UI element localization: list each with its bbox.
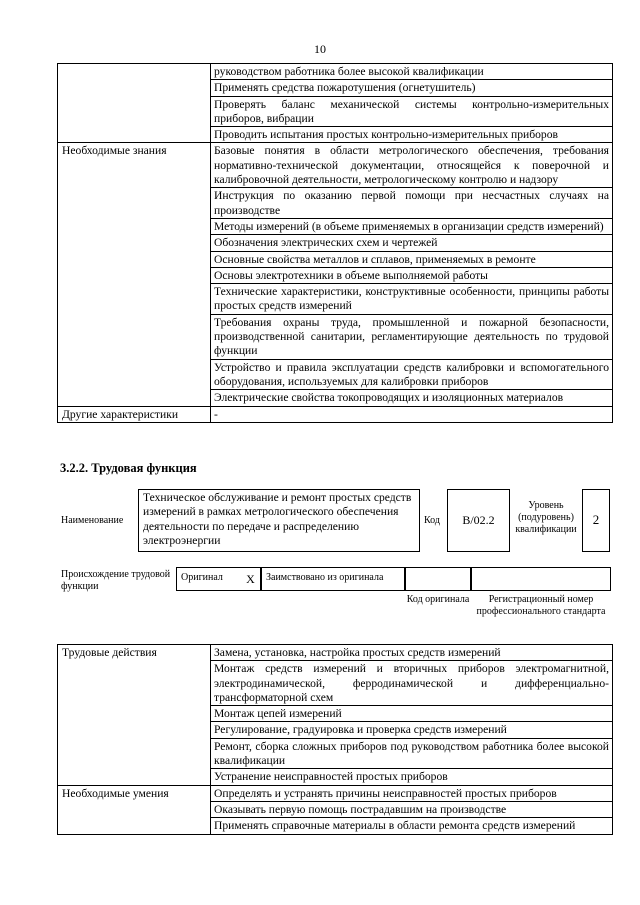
item-text: Инструкция по оказанию первой помощи при несчастных случаях на производстве [211, 188, 613, 219]
item-text: Основы электротехники в объеме выполняемой работы [211, 267, 613, 283]
section-title: 3.2.2. Трудовая функция [60, 461, 197, 475]
labor-actions-table [57, 644, 613, 835]
group-label: Необходимые знания [58, 143, 211, 406]
item-text: - [211, 406, 613, 422]
item-text: Оказывать первую помощь пострадавшим на производстве [211, 801, 613, 817]
requirements-table-top [57, 63, 613, 423]
item-text: Основные свойства металлов и сплавов, применяемых в ремонте [211, 251, 613, 267]
item-text: Применять справочные материалы в области ремонта средств измерений [211, 818, 613, 834]
requirement-row [58, 406, 613, 422]
item-text: руководством работника более высокой квалификации [211, 64, 613, 80]
item-text: Регулирование, градуировка и проверка средств измерений [211, 722, 613, 738]
item-text: Базовые понятия в области метрологического обеспечения, требования нормативно-технической документации, относящейся к поверочной и калибровочной деятельности, метрологическому контролю и надзору [211, 143, 613, 188]
group-label: Необходимые умения [58, 785, 211, 834]
function-code-box: В/02.2 [447, 489, 510, 552]
item-text: Определять и устранять причины неисправностей простых приборов [211, 785, 613, 801]
item-text: Монтаж цепей измерений [211, 706, 613, 722]
item-text: Обозначения электрических схем и чертежей [211, 235, 613, 251]
item-text: Электрические свойства токопроводящих и изоляционных материалов [211, 390, 613, 406]
group-label: Трудовые действия [58, 645, 211, 786]
origin-label: Происхождение трудовой функции [61, 569, 171, 592]
original-mark: X [241, 567, 261, 591]
item-text: Замена, установка, настройка простых средств измерений [211, 645, 613, 661]
page-number: 10 [314, 42, 326, 56]
item-text: Технические характеристики, конструктивные особенности, принципы работы простых средств измерений [211, 284, 613, 315]
group-label [58, 64, 211, 143]
borrowed-cell: Заимствовано из оригинала [261, 567, 405, 591]
item-text: Проводить испытания простых контрольно-измерительных приборов [211, 127, 613, 143]
reg-number-label: Регистрационный номер профессионального стандарта [476, 594, 606, 617]
labor-action-row [58, 785, 613, 801]
item-text: Монтаж средств измерений и вторичных приборов электромагнитной, электродинамической, ферродинамической и дифференциально-трансформаторной схем [211, 661, 613, 706]
origin-code-cell [405, 567, 471, 591]
function-name-box: Техническое обслуживание и ремонт простых средств измерений в рамках метрологического обеспечения деятельности по передаче и распределению электроэнергии [138, 489, 420, 552]
name-label: Наименование [61, 515, 124, 526]
item-text: Требования охраны труда, промышленной и пожарной безопасности, производственной санитарии, регламентирующие деятельность по трудовой функции [211, 314, 613, 359]
requirement-row [58, 64, 613, 80]
level-label: Уровень (подуровень) квалификации [515, 500, 577, 535]
item-text: Устранение неисправностей простых приборов [211, 769, 613, 785]
item-text: Применять средства пожаротушения (огнетушитель) [211, 80, 613, 96]
group-label: Другие характеристики [58, 406, 211, 422]
requirement-row [58, 143, 613, 188]
reg-number-cell [471, 567, 611, 591]
item-text: Методы измерений (в объеме применяемых в организации средств измерений) [211, 218, 613, 234]
origin-code-label: Код оригинала [406, 594, 470, 605]
item-text: Ремонт, сборка сложных приборов под руководством работника более высокой квалификации [211, 738, 613, 769]
qualification-level-box: 2 [582, 489, 610, 552]
item-text: Проверять баланс механической системы контрольно-измерительных приборов, вибрации [211, 96, 613, 127]
code-label: Код [424, 515, 440, 526]
item-text: Устройство и правила эксплуатации средств калибровки и вспомогательного оборудования, используемых для калибровки приборов [211, 359, 613, 390]
labor-action-row [58, 645, 613, 661]
original-cell: Оригинал [176, 567, 241, 591]
